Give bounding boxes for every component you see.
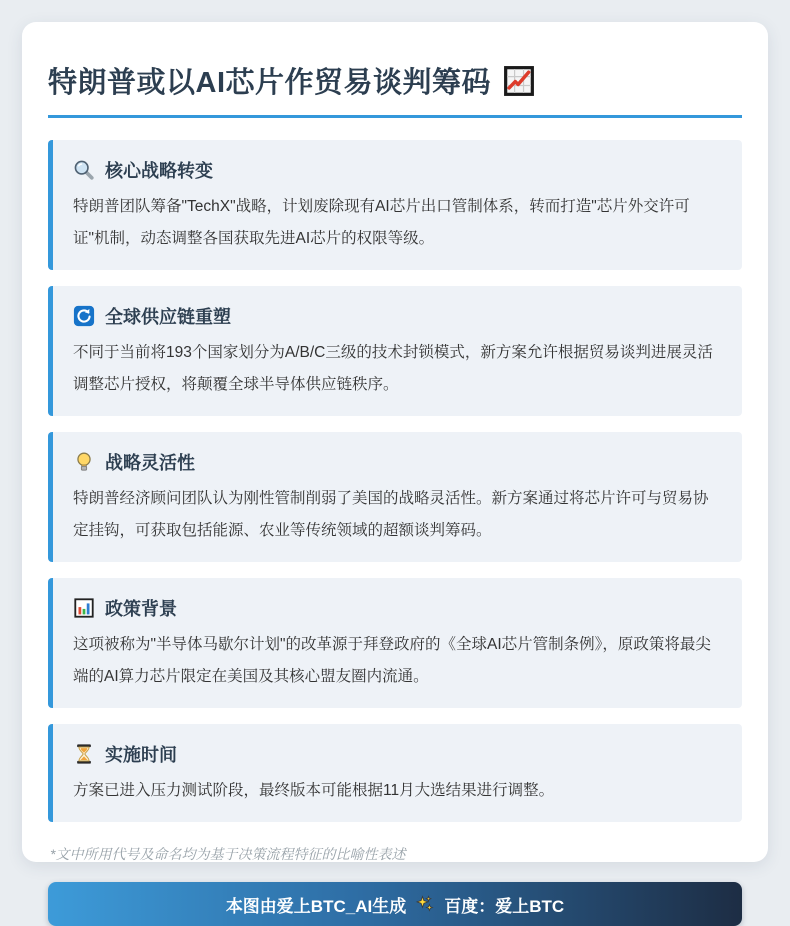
refresh-arrows-icon xyxy=(73,305,95,327)
footnote-disclaimer: *文中所用代号及命名均为基于决策流程特征的比喻性表述 xyxy=(50,846,406,862)
section-supply-chain xyxy=(48,286,742,416)
infographic-card xyxy=(22,22,768,916)
section-heading: 战略灵活性 xyxy=(105,453,195,473)
attribution-banner xyxy=(48,882,742,926)
section-heading-row xyxy=(73,449,722,475)
section-body: 方案已进入压力测试阶段，最终版本可能根据11月大选结果进行调整。 xyxy=(73,782,555,799)
section-implementation-timing xyxy=(48,724,742,822)
section-body: 特朗普经济顾问团队认为刚性管制削弱了美国的战略灵活性。新方案通过将芯片许可与贸易协定挂钩，可获取包括能源、农业等传统领域的超额谈判筹码。 xyxy=(73,490,709,539)
section-body: 特朗普团队筹备"TechX"战略，计划废除现有AI芯片出口管制体系，转而打造"芯片外交许可证"机制，动态调整各国获取先进AI芯片的权限等级。 xyxy=(73,198,690,247)
light-bulb-icon xyxy=(73,451,95,473)
section-heading: 政策背景 xyxy=(105,599,177,619)
banner-text-left: 本图由爱上BTC_AI生成 xyxy=(225,896,407,916)
section-heading-row xyxy=(73,595,722,621)
chart-increasing-icon xyxy=(503,65,535,97)
section-strategic-flexibility xyxy=(48,432,742,562)
section-heading-row xyxy=(73,303,722,329)
section-heading-row xyxy=(73,741,722,767)
banner-text-right: 百度：爱上BTC xyxy=(444,896,565,916)
bar-chart-icon xyxy=(73,597,95,619)
section-heading-row xyxy=(73,157,722,183)
section-policy-background xyxy=(48,578,742,708)
section-heading: 核心战略转变 xyxy=(105,161,213,181)
section-heading: 实施时间 xyxy=(105,745,177,765)
magnifier-icon xyxy=(73,159,95,181)
page-title xyxy=(48,56,742,118)
page-title-text: 特朗普或以AI芯片作贸易谈判筹码 xyxy=(48,67,492,99)
section-body: 这项被称为"半导体马歇尔计划"的改革源于拜登政府的《全球AI芯片管制条例》，原政策将最尖端的AI算力芯片限定在美国及其核心盟友圈内流通。 xyxy=(73,636,711,685)
sparkles-icon xyxy=(415,894,435,914)
section-core-strategy xyxy=(48,140,742,270)
section-heading: 全球供应链重塑 xyxy=(105,307,231,327)
hourglass-icon xyxy=(73,743,95,765)
section-body: 不同于当前将193个国家划分为A/B/C三级的技术封锁模式，新方案允许根据贸易谈判进展灵活调整芯片授权，将颠覆全球半导体供应链秩序。 xyxy=(73,344,713,393)
